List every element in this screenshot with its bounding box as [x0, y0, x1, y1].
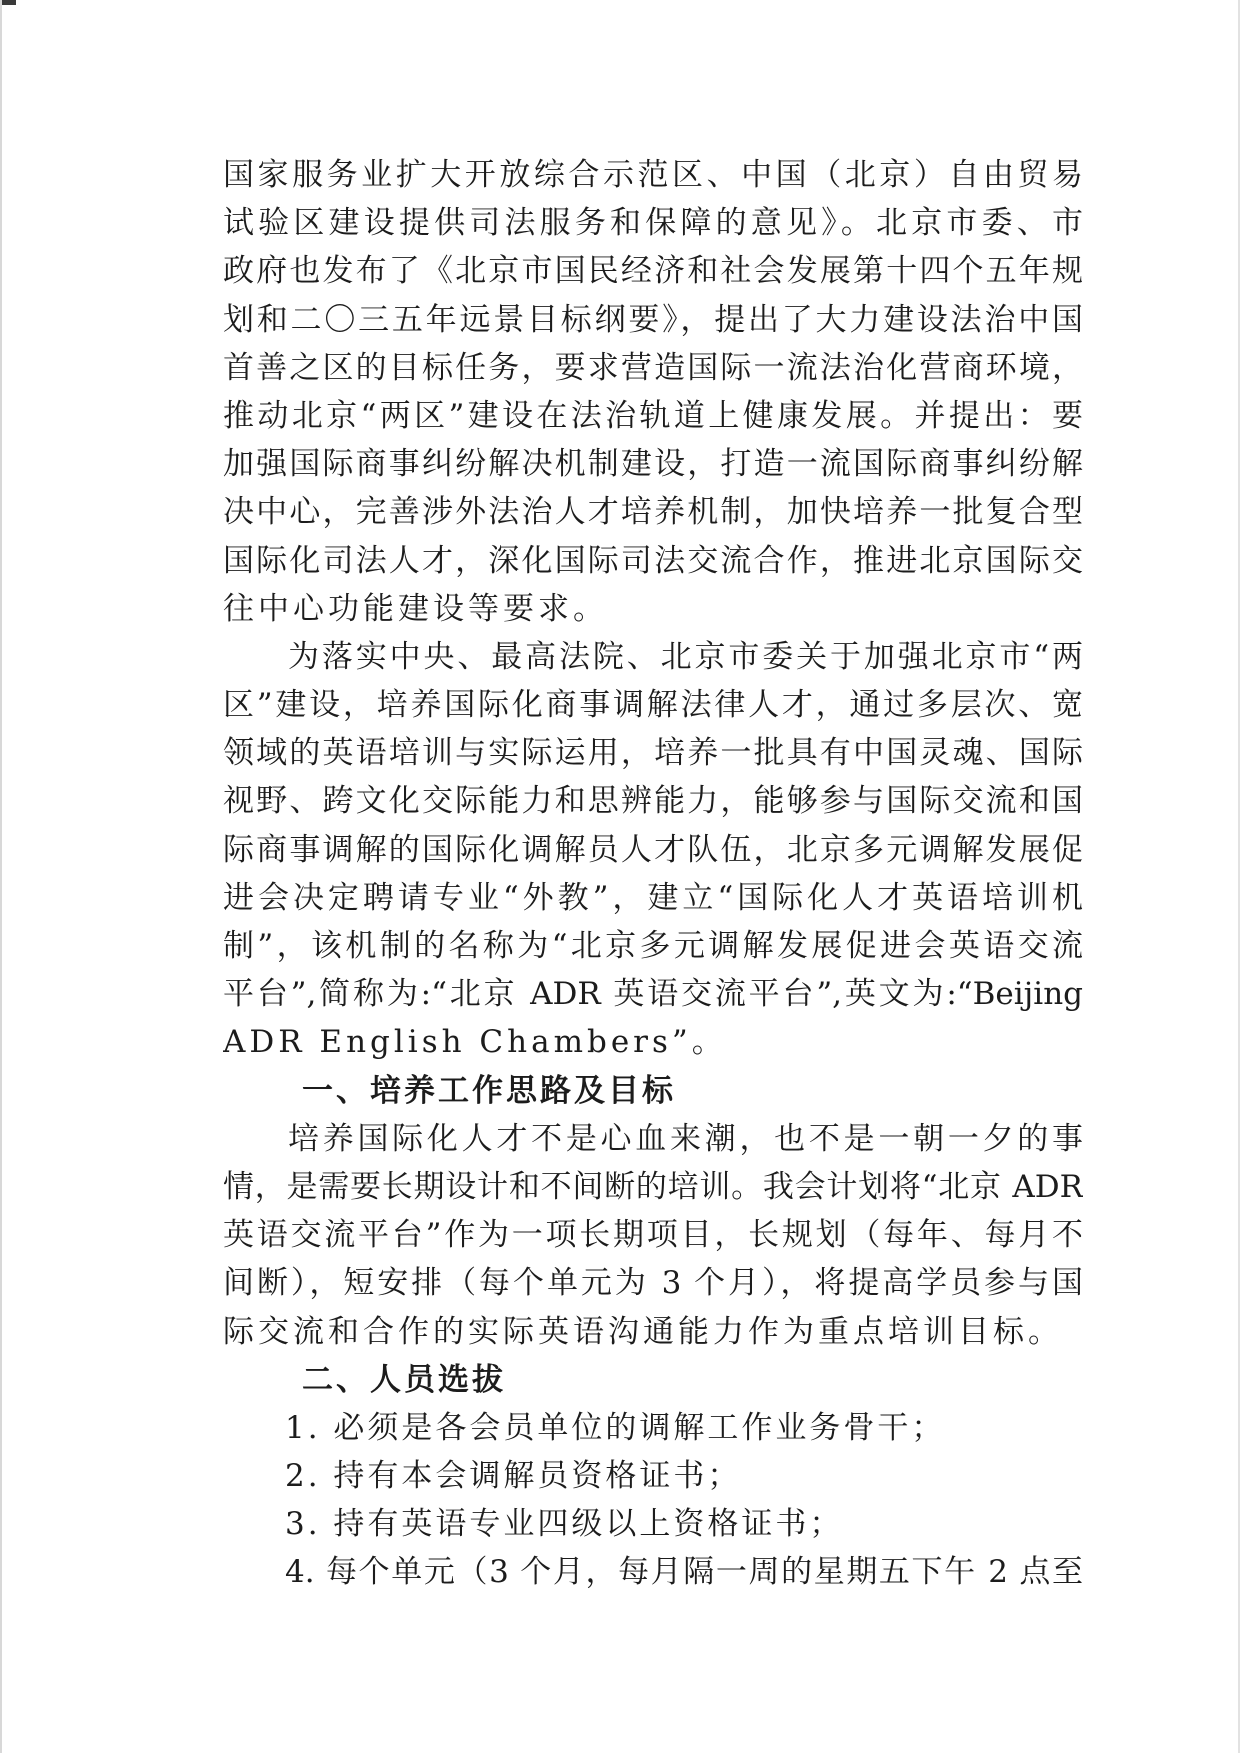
- scan-edge-left: [0, 0, 2, 1753]
- text-line: 制”，该机制的名称为“北京多元调解发展促进会英语交流: [223, 928, 1083, 964]
- paragraph-first-line: 为落实中央、最高法院、北京市委关于加强北京市“两: [288, 638, 1083, 675]
- text-line: 往中心功能建设等要求。: [223, 590, 608, 627]
- text-line: 划和二〇三五年远景目标纲要》，提出了大力建设法治中国: [223, 301, 1083, 338]
- document-body: [223, 151, 1083, 1597]
- text-line: ADR English Chambers”。: [223, 1024, 727, 1061]
- text-line: 进会决定聘请专业“外教”，建立“国际化人才英语培训机: [223, 879, 1083, 916]
- text-line: 区”建设，培养国际化商事调解法律人才，通过多层次、宽: [223, 687, 1083, 724]
- list-item: 2. 持有本会调解员资格证书；: [285, 1458, 742, 1495]
- text-line: 情，是需要长期设计和不间断的培训。我会计划将“北京 ADR: [223, 1168, 1083, 1205]
- scan-edge-mark: [0, 0, 16, 5]
- text-line: 际交流和合作的实际英语沟通能力作为重点培训目标。: [223, 1313, 1063, 1350]
- text-line: 国际化司法人才，深化国际司法交流合作，推进北京国际交: [223, 542, 1083, 579]
- text-line: 加强国际商事纠纷解决机制建设，打造一流国际商事纠纷解: [223, 446, 1083, 483]
- text-line: 际商事调解的国际化调解员人才队伍，北京多元调解发展促: [223, 831, 1083, 868]
- text-line: 决中心，完善涉外法治人才培养机制，加快培养一批复合型: [223, 494, 1083, 531]
- text-line: 推动北京“两区”建设在法治轨道上健康发展。并提出：要: [223, 397, 1083, 434]
- list-item: 3. 持有英语专业四级以上资格证书；: [285, 1506, 844, 1543]
- text-line: 视野、跨文化交际能力和思辨能力，能够参与国际交流和国: [223, 783, 1083, 820]
- section-heading: 二、人员选拔: [302, 1361, 506, 1398]
- list-item: 4. 每个单元（3 个月，每月隔一周的星期五下午 2 点至: [285, 1554, 1083, 1591]
- text-line: 平台”,简称为:“北京 ADR 英语交流平台”,英文为:“Beijing: [223, 976, 1083, 1013]
- text-line: 领域的英语培训与实际运用，培养一批具有中国灵魂、国际: [223, 735, 1083, 772]
- text-line: 试验区建设提供司法服务和保障的意见》。北京市委、市: [223, 205, 1083, 242]
- text-line: 国家服务业扩大开放综合示范区、中国（北京）自由贸易: [223, 157, 1083, 193]
- section-heading: 一、培养工作思路及目标: [302, 1072, 676, 1109]
- text-line: 政府也发布了《北京市国民经济和社会发展第十四个五年规: [223, 253, 1083, 290]
- paragraph-first-line: 培养国际化人才不是心血来潮，也不是一朝一夕的事: [288, 1120, 1083, 1157]
- text-line: 间断），短安排（每个单元为 3 个月），将提高学员参与国: [223, 1265, 1083, 1302]
- text-line: 英语交流平台”作为一项长期项目，长规划（每年、每月不: [223, 1217, 1083, 1254]
- text-line: 首善之区的目标任务，要求营造国际一流法治化营商环境，: [223, 349, 1083, 386]
- list-item: 1. 必须是各会员单位的调解工作业务骨干；: [285, 1409, 946, 1446]
